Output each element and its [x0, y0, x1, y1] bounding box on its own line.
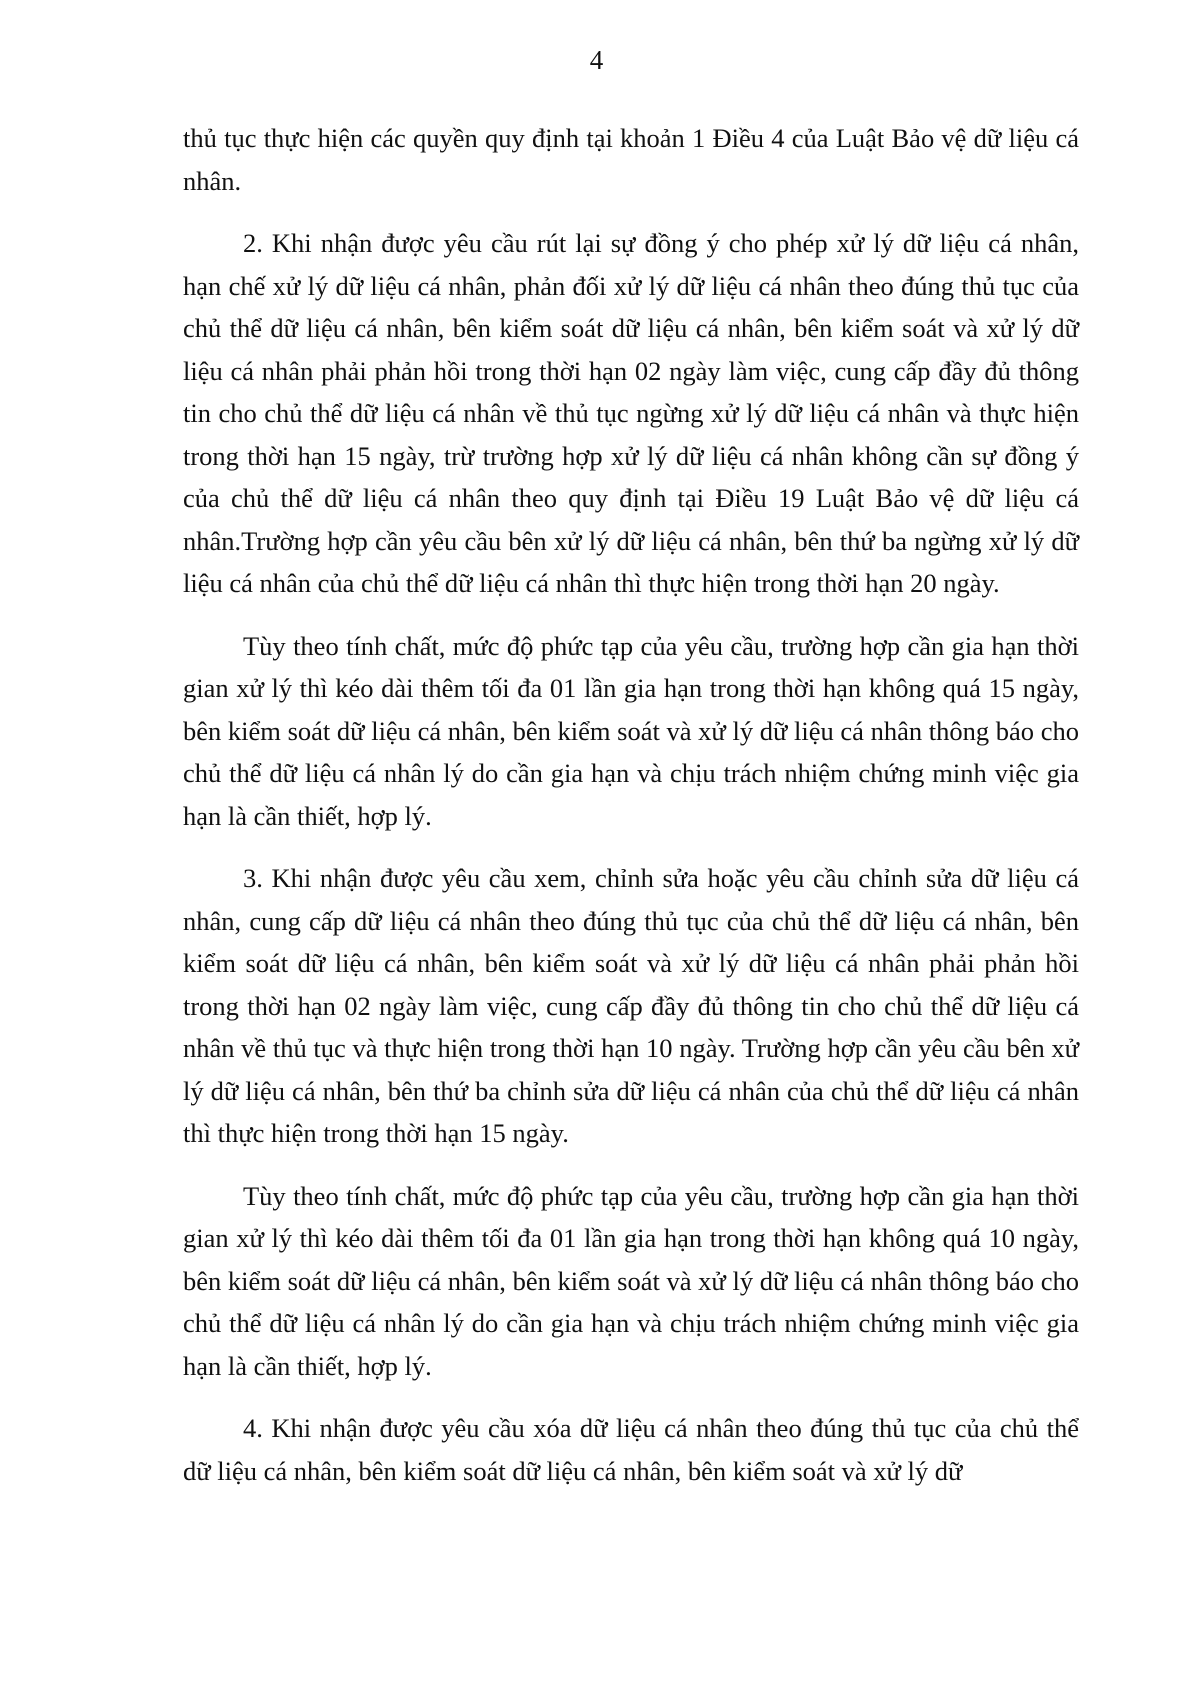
paragraph-clause-3-extension: Tùy theo tính chất, mức độ phức tạp của yêu cầu, trường hợp cần gia hạn thời gian xử lý thì kéo dài thêm tối đa 01 lần gia hạn trong thời hạn không quá 10 ngày, bên kiểm soát dữ liệu cá nhân, bên kiểm soát và xử lý dữ liệu cá nhân thông báo cho chủ thể dữ liệu cá nhân lý do cần gia hạn và chịu trách nhiệm chứng minh việc gia hạn là cần thiết, hợp lý. [183, 1180, 1079, 1381]
paragraph-clause-2-extension: Tùy theo tính chất, mức độ phức tạp của yêu cầu, trường hợp cần gia hạn thời gian xử lý thì kéo dài thêm tối đa 01 lần gia hạn trong thời hạn không quá 15 ngày, bên kiểm soát dữ liệu cá nhân, bên kiểm soát và xử lý dữ liệu cá nhân thông báo cho chủ thể dữ liệu cá nhân lý do cần gia hạn và chịu trách nhiệm chứng minh việc gia hạn là cần thiết, hợp lý. [183, 630, 1079, 831]
paragraph-clause-2: 2. Khi nhận được yêu cầu rút lại sự đồng ý cho phép xử lý dữ liệu cá nhân, hạn chế xử lý dữ liệu cá nhân, phản đối xử lý dữ liệu cá nhân theo đúng thủ tục của chủ thể dữ liệu cá nhân, bên kiểm soát dữ liệu cá nhân, bên kiểm soát và xử lý dữ liệu cá nhân phải phản hồi trong thời hạn 02 ngày làm việc, cung cấp đầy đủ thông tin cho chủ thể dữ liệu cá nhân về thủ tục ngừng xử lý dữ liệu cá nhân và thực hiện trong thời hạn 15 ngày, trừ trường hợp xử lý dữ liệu cá nhân không cần sự đồng ý của chủ thể dữ liệu cá nhân theo quy định tại Điều 19 Luật Bảo vệ dữ liệu cá nhân.Trường hợp cần yêu cầu bên xử lý dữ liệu cá nhân, bên thứ ba ngừng xử lý dữ liệu cá nhân của chủ thể dữ liệu cá nhân thì thực hiện trong thời hạn 20 ngày. [183, 228, 1079, 598]
paragraph-continuation: thủ tục thực hiện các quyền quy định tại khoản 1 Điều 4 của Luật Bảo vệ dữ liệu cá nhân. [183, 123, 1079, 196]
document-body [183, 117, 1079, 1512]
paragraph-clause-3: 3. Khi nhận được yêu cầu xem, chỉnh sửa hoặc yêu cầu chỉnh sửa dữ liệu cá nhân, cung cấp dữ liệu cá nhân theo đúng thủ tục của chủ thể dữ liệu cá nhân, bên kiểm soát dữ liệu cá nhân, bên kiểm soát và xử lý dữ liệu cá nhân phải phản hồi trong thời hạn 02 ngày làm việc, cung cấp đầy đủ thông tin cho chủ thể dữ liệu cá nhân về thủ tục và thực hiện trong thời hạn 10 ngày. Trường hợp cần yêu cầu bên xử lý dữ liệu cá nhân, bên thứ ba chỉnh sửa dữ liệu cá nhân của chủ thể dữ liệu cá nhân thì thực hiện trong thời hạn 15 ngày. [183, 863, 1079, 1148]
paragraph-clause-4: 4. Khi nhận được yêu cầu xóa dữ liệu cá nhân theo đúng thủ tục của chủ thể dữ liệu cá nhân, bên kiểm soát dữ liệu cá nhân, bên kiểm soát và xử lý dữ [183, 1413, 1079, 1486]
page-number: 4 [589, 45, 604, 75]
